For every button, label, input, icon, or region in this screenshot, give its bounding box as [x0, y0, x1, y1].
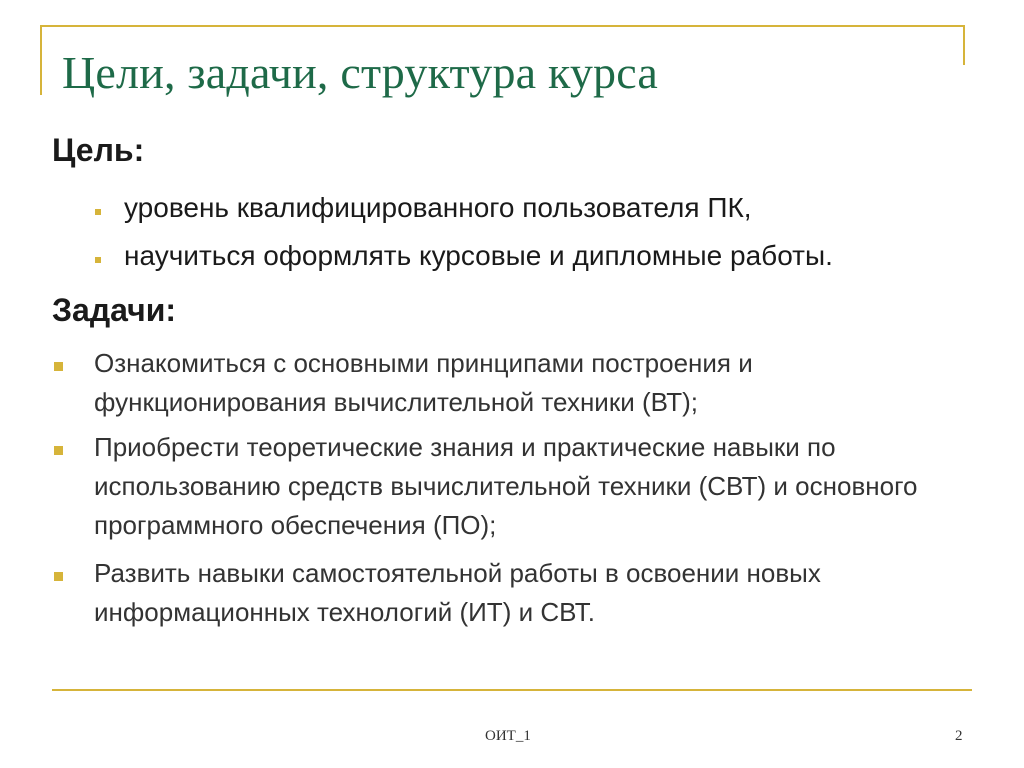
task-item-3: Развить навыки самостоятельной работы в освоении новых информационных технологий (ИТ) и СВТ.	[94, 558, 821, 627]
goal-item-2: научиться оформлять курсовые и дипломные работы.	[124, 240, 833, 271]
goal-item-1: уровень квалифицированного пользователя ПК,	[124, 192, 752, 223]
slide-title: Цели, задачи, структура курса	[62, 47, 659, 98]
goal-bullet-2	[95, 257, 101, 263]
task-bullet-1	[54, 362, 63, 371]
footer-center-text: ОИТ_1	[485, 728, 531, 744]
task-bullet-2	[54, 446, 63, 455]
tasks-heading: Задачи:	[52, 292, 177, 328]
frame-top-line	[40, 25, 965, 27]
frame-left-line	[40, 25, 42, 95]
page-number: 2	[955, 728, 963, 744]
task-item-2: Приобрести теоретические знания и практические навыки по использованию средств вычислительной техники (СВТ) и основного программного обеспечения (ПО);	[94, 432, 918, 540]
frame-right-line	[963, 25, 965, 65]
task-item-1: Ознакомиться с основными принципами построения и функционирования вычислительной техники (ВТ);	[94, 348, 753, 417]
task-bullet-3	[54, 572, 63, 581]
footer-line	[52, 689, 972, 691]
goal-bullet-1	[95, 209, 101, 215]
goal-heading: Цель:	[52, 132, 145, 168]
